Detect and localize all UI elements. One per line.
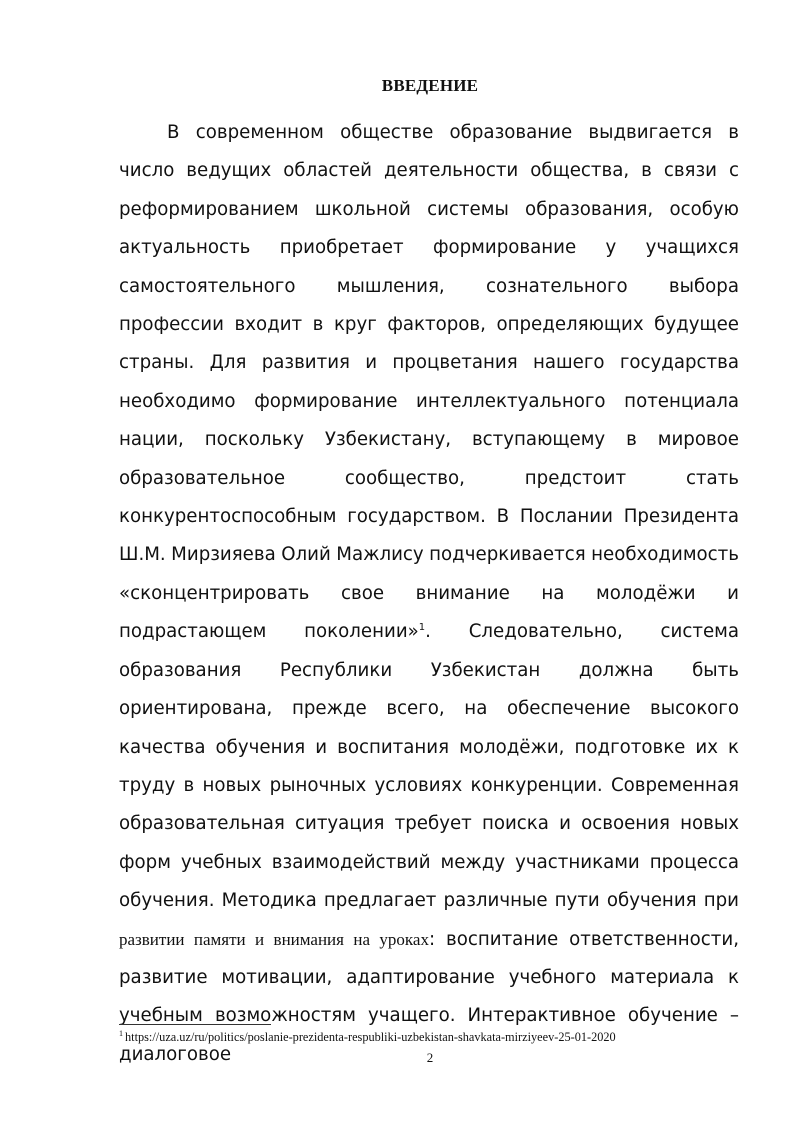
footnote-separator bbox=[119, 1024, 271, 1025]
section-heading: ВВЕДЕНИЕ bbox=[381, 76, 479, 95]
body-paragraph bbox=[119, 114, 739, 1074]
paragraph-text-part4: : воспитание ответственности, развитие мотивации, адаптирование учебного материала к учебным возможностям учащего. Интерактивное обучение – диалоговое bbox=[119, 928, 739, 1065]
footnote-link[interactable]: https://uza.uz/ru/politics/poslanie-prezidenta-respubliki-uzbekistan-shavkata-mirziyeev-25-01-2020 bbox=[125, 1030, 616, 1044]
footnote-reference[interactable]: 1 bbox=[418, 622, 426, 634]
page-number: 2 bbox=[426, 1050, 434, 1065]
paragraph-text-part2: . Следовательно, система образования Республики Узбекистан должна быть ориентирована, прежде всего, на обеспечение высокого качества обучения и воспитания молодёжи, подготовке их к труду в новых рыночных условиях конкуренции. Современная образовательная ситуация требует поиска и освоения новых форм учебных взаимодействий между участниками процесса обучения. Методика предлагает различные пути обучения при bbox=[119, 621, 739, 912]
footnote bbox=[119, 1030, 759, 1045]
paragraph-text-part1: В современном обществе образование выдвигается в число ведущих областей деятельности общества, в связи с реформированием школьной системы образования, особую актуальность приобретает формирование у учащихся самостоятельного мышления, сознательного выбора профессии входит в круг факторов, определяющих будущее страны. Для развития и процветания нашего государства необходимо формирование интеллектуального потенциала нации, поскольку Узбекистану, вступающему в мировое образовательное сообщество, предстоит стать конкурентоспособным государством. В Послании Президента Ш.М. Мирзияева Олий Мажлису подчеркивается необходимость «сконцентрировать свое внимание на молодёжи и подрастающем поколении» bbox=[119, 122, 739, 643]
paragraph-text-serif: развитии памяти и внимания на уроках bbox=[119, 929, 429, 949]
footnote-mark: 1 bbox=[119, 1028, 123, 1038]
